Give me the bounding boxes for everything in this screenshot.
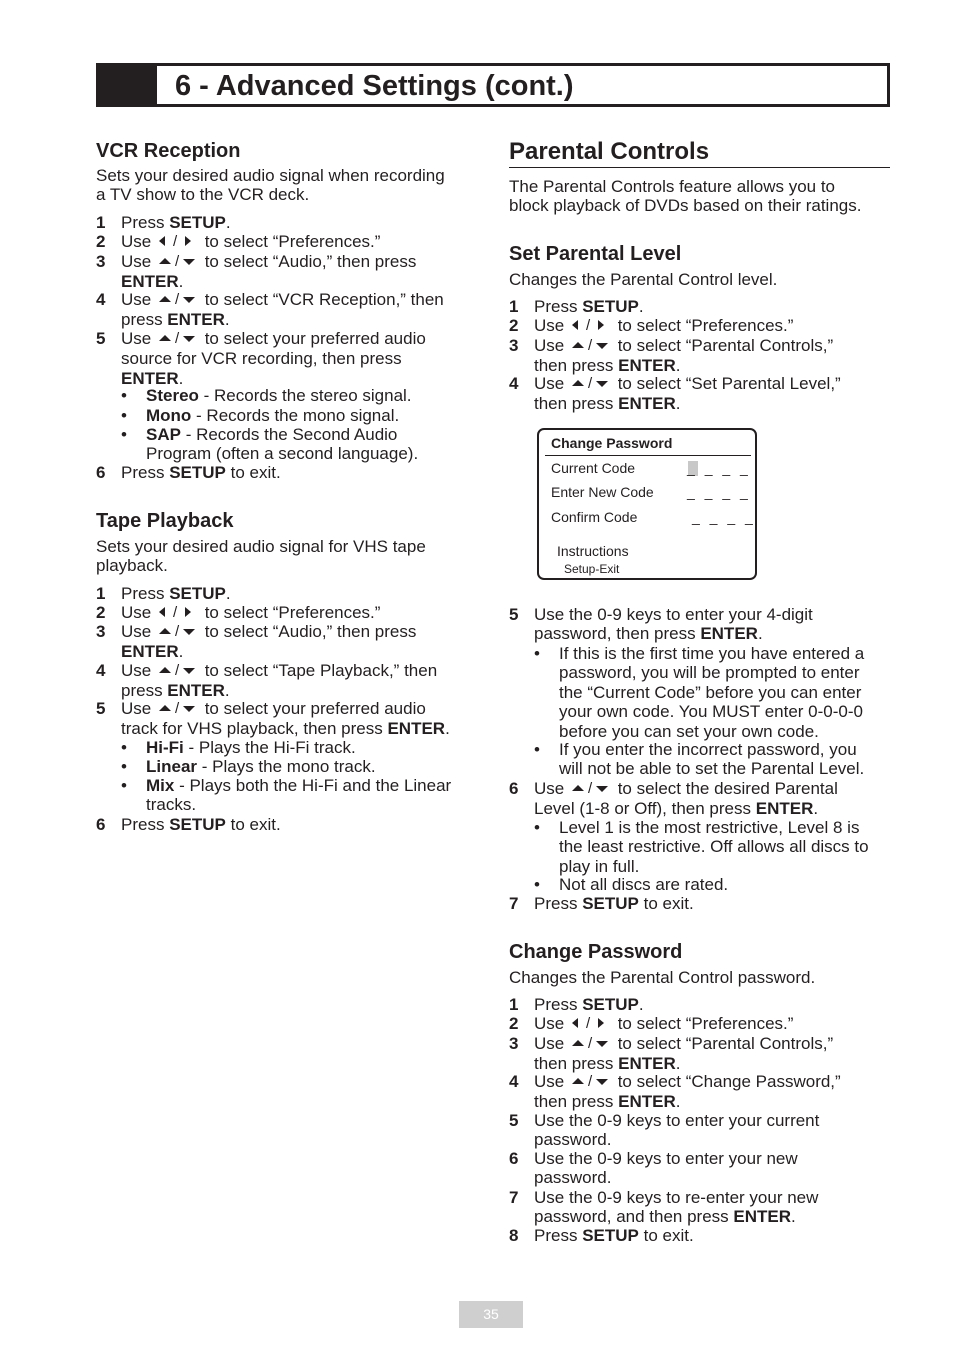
step-number: 4 <box>509 1072 519 1091</box>
step-text: Use <box>121 622 152 641</box>
step-text: . <box>225 584 231 603</box>
setup-key: SETUP <box>169 815 226 834</box>
up-down-arrows-icon <box>157 253 199 272</box>
new-code-placeholder: _ _ _ _ <box>687 484 751 500</box>
svg-text:/: / <box>585 1015 591 1030</box>
bullet-term: Hi-Fi <box>146 738 184 757</box>
step-text: then press <box>534 1054 619 1074</box>
set-parental-level-heading: Set Parental Level <box>509 243 682 265</box>
page-title: 6 - Advanced Settings (cont.) <box>175 70 574 102</box>
setup-key: SETUP <box>582 894 639 913</box>
step-text: then press <box>534 1092 619 1112</box>
bullet-dot: • <box>121 386 127 405</box>
bullet-dot: • <box>121 776 127 795</box>
step-number: 2 <box>509 316 519 335</box>
svg-text:/: / <box>587 337 593 352</box>
menu-setup-exit: Setup-Exit <box>564 562 620 576</box>
step-text: . <box>675 356 681 376</box>
tape-playback-heading: Tape Playback <box>96 510 234 532</box>
step-text: Press <box>534 297 583 316</box>
left-right-arrows-icon <box>570 1015 612 1034</box>
bullet-text: Level 1 is the most restrictive, Level 8 is <box>559 818 860 837</box>
step-number: 3 <box>96 622 106 641</box>
step-text: Press <box>121 815 170 834</box>
step-text: . <box>178 642 184 662</box>
enter-key: ENTER <box>167 681 225 701</box>
step-number: 1 <box>509 995 519 1014</box>
step-number: 6 <box>509 779 519 798</box>
menu-enter-new-code: Enter New Code <box>551 484 654 500</box>
step-text: to select “Preferences.” <box>617 1014 794 1033</box>
step-text: Use <box>121 290 152 309</box>
bullet-text: - Records the mono signal. <box>191 406 400 425</box>
step-text: . <box>791 1207 796 1227</box>
step-text: Use the 0-9 keys to enter your new <box>534 1149 798 1168</box>
step-text: to select the desired Parental <box>617 779 838 798</box>
header-block <box>99 66 157 104</box>
enter-key: ENTER <box>387 719 446 739</box>
bullet-dot: • <box>534 818 540 837</box>
parental-intro-line: block playback of DVDs based on their ratings. <box>509 196 862 216</box>
step-text: Use <box>121 329 152 348</box>
bullet-term: Mix <box>146 776 175 795</box>
menu-divider <box>545 455 751 456</box>
enter-key: ENTER <box>755 799 814 819</box>
enter-key: ENTER <box>733 1207 792 1227</box>
svg-text:/: / <box>174 700 180 715</box>
parental-intro <box>509 177 890 216</box>
bullet-text: - Records the Second Audio <box>180 425 398 444</box>
left-right-arrows-icon <box>570 317 612 336</box>
left-right-arrows-icon <box>157 604 199 623</box>
bullet-text: before you can set your own code. <box>559 721 819 741</box>
left-right-arrows-icon <box>157 233 199 252</box>
step-text: source for VCR recording, then press <box>121 349 402 369</box>
menu-instructions: Instructions <box>557 543 629 559</box>
step-text: then press <box>534 356 619 376</box>
svg-text:/: / <box>587 1035 593 1050</box>
step-text: track for VHS playback, then press <box>121 719 388 739</box>
step-text: to exit. <box>225 815 281 834</box>
change-password-menu <box>537 428 757 580</box>
enter-key: ENTER <box>618 1092 676 1112</box>
step-number: 7 <box>509 1188 519 1207</box>
svg-text:/: / <box>172 233 178 248</box>
vcr-reception-heading: VCR Reception <box>96 140 241 162</box>
step-text: . <box>178 272 184 292</box>
step-text: Use <box>121 603 152 622</box>
step-text: . <box>224 681 230 701</box>
step-text: . <box>445 719 450 739</box>
up-down-arrows-icon <box>157 330 199 349</box>
bullet-dot: • <box>121 757 127 776</box>
bullet-term: Linear <box>146 757 198 776</box>
setup-key: SETUP <box>582 1226 639 1245</box>
step-text: password. <box>534 1168 612 1188</box>
step-text: to exit. <box>225 463 281 482</box>
bullet-text: the least restrictive. Off allows all discs to <box>559 837 869 857</box>
tape-intro-line: Sets your desired audio signal for VHS tape <box>96 537 426 556</box>
step-text: to select “Preferences.” <box>617 316 794 335</box>
step-text: Use <box>534 336 565 355</box>
bullet-text: play in full. <box>559 856 640 876</box>
step-text: . <box>675 1054 681 1074</box>
step-text: password. <box>534 1130 612 1150</box>
current-code-placeholder: _ _ _ _ <box>687 460 751 476</box>
step-number: 3 <box>509 1034 519 1053</box>
step-text: to exit. <box>638 894 694 913</box>
vcr-intro-line: a TV show to the VCR deck. <box>96 185 310 205</box>
svg-text:/: / <box>587 1073 593 1088</box>
bullet-term: SAP <box>146 425 181 444</box>
bullet-text: - Plays the Hi-Fi track. <box>183 738 356 757</box>
step-text: Use <box>121 252 152 271</box>
enter-key: ENTER <box>618 356 676 376</box>
step-text: Use <box>121 232 152 251</box>
bullet-dot: • <box>534 644 540 663</box>
enter-key: ENTER <box>700 624 758 644</box>
up-down-arrows-icon <box>157 291 199 310</box>
bullet-dot: • <box>534 740 540 759</box>
tape-intro-line: playback. <box>96 556 168 576</box>
svg-text:/: / <box>585 317 591 332</box>
step-text: . <box>638 995 644 1014</box>
svg-text:/: / <box>174 662 180 677</box>
step-text: Use <box>534 779 565 798</box>
vcr-intro-line: Sets your desired audio signal when recording <box>96 166 445 185</box>
up-down-arrows-icon <box>570 780 612 799</box>
bullet-text: password, you will be prompted to enter <box>559 663 860 683</box>
menu-title: Change Password <box>551 435 673 451</box>
step-number: 4 <box>96 290 106 309</box>
vcr-intro <box>96 166 476 205</box>
setup-key: SETUP <box>582 297 639 316</box>
setup-key: SETUP <box>582 995 639 1014</box>
enter-key: ENTER <box>121 368 179 388</box>
step-text: to select “Audio,” then press <box>204 252 417 271</box>
svg-text:/: / <box>174 291 180 306</box>
section-header <box>96 63 890 107</box>
step-text: to select your preferred audio <box>204 329 426 348</box>
enter-key: ENTER <box>121 272 179 292</box>
svg-text:/: / <box>587 375 593 390</box>
step-number: 5 <box>509 1111 519 1130</box>
step-text: to select “Tape Playback,” then <box>204 661 438 680</box>
step-text: Use the 0-9 keys to re-enter your new <box>534 1188 819 1207</box>
step-number: 2 <box>509 1014 519 1033</box>
step-text: Use <box>121 699 152 718</box>
bullet-text: If you enter the incorrect password, you <box>559 740 857 759</box>
change-password-intro: Changes the Parental Control password. <box>509 968 816 987</box>
step-number: 6 <box>96 815 106 834</box>
step-text: Press <box>534 894 583 913</box>
up-down-arrows-icon <box>157 623 199 642</box>
step-text: then press <box>534 394 619 414</box>
bullet-term: Mono <box>146 406 192 425</box>
bullet-dot: • <box>121 738 127 757</box>
setup-key: SETUP <box>169 213 226 232</box>
svg-text:/: / <box>174 330 180 345</box>
step-text: press <box>121 681 168 701</box>
page-number: 35 <box>459 1301 523 1328</box>
setup-key: SETUP <box>169 584 226 603</box>
step-text: Use <box>534 1014 565 1033</box>
menu-confirm-code: Confirm Code <box>551 509 638 525</box>
step-text: Use <box>534 374 565 393</box>
step-text: to select “Change Password,” <box>617 1072 841 1091</box>
step-number: 4 <box>509 374 519 393</box>
step-text: . <box>178 368 184 388</box>
step-text: Use <box>534 316 565 335</box>
bullet-dot: • <box>121 425 127 444</box>
step-text: Use the 0-9 keys to enter your 4-digit <box>534 605 813 624</box>
step-text: . <box>638 297 644 316</box>
step-text: to exit. <box>638 1226 694 1245</box>
bullet-text: Not all discs are rated. <box>559 875 729 894</box>
step-text: . <box>757 624 763 644</box>
step-text: to select “Preferences.” <box>204 232 381 251</box>
step-text: . <box>675 1092 681 1112</box>
up-down-arrows-icon <box>570 337 612 356</box>
step-number: 6 <box>96 463 106 482</box>
up-down-arrows-icon <box>157 662 199 681</box>
step-text: to select “Set Parental Level,” <box>617 374 841 393</box>
enter-key: ENTER <box>618 1054 676 1074</box>
step-number: 4 <box>96 661 106 680</box>
change-password-heading: Change Password <box>509 941 683 963</box>
step-number: 3 <box>96 252 106 271</box>
step-text: . <box>813 799 819 819</box>
bullet-text: - Plays the mono track. <box>197 757 376 776</box>
step-text: Press <box>534 995 583 1014</box>
svg-text:/: / <box>174 253 180 268</box>
svg-text:/: / <box>172 604 178 619</box>
parental-controls-heading: Parental Controls <box>509 138 710 165</box>
step-text: to select your preferred audio <box>204 699 426 718</box>
parental-intro-line: The Parental Controls feature allows you to <box>509 177 836 196</box>
step-number: 7 <box>509 894 519 913</box>
step-number: 1 <box>96 584 106 603</box>
step-text: Use <box>534 1072 565 1091</box>
enter-key: ENTER <box>618 394 676 414</box>
up-down-arrows-icon <box>157 700 199 719</box>
bullet-text: Program (often a second language). <box>146 444 419 464</box>
enter-key: ENTER <box>167 310 225 330</box>
step-number: 2 <box>96 232 106 251</box>
step-text: Level (1-8 or Off), then press <box>534 799 756 819</box>
bullet-text: - Plays both the Hi-Fi and the Linear <box>174 776 452 795</box>
step-number: 8 <box>509 1226 519 1245</box>
menu-current-code: Current Code <box>551 460 636 476</box>
step-text: to select “Parental Controls,” <box>617 336 834 355</box>
step-text: . <box>225 213 231 232</box>
step-text: Use the 0-9 keys to enter your current <box>534 1111 820 1130</box>
step-text: Press <box>121 213 170 232</box>
step-text: . <box>224 310 230 330</box>
step-text: Press <box>534 1226 583 1245</box>
bullet-text: If this is the first time you have entered a <box>559 644 865 663</box>
bullet-text: - Records the stereo signal. <box>198 386 412 405</box>
bullet-text: tracks. <box>146 795 197 815</box>
step-number: 5 <box>96 699 106 718</box>
step-number: 2 <box>96 603 106 622</box>
up-down-arrows-icon <box>570 1035 612 1054</box>
bullet-text: the “Current Code” before you can enter <box>559 682 862 702</box>
up-down-arrows-icon <box>570 1073 612 1092</box>
bullet-text: your own code. You MUST enter 0-0-0-0 <box>559 702 863 722</box>
bullet-dot: • <box>121 406 127 425</box>
step-number: 5 <box>96 329 106 348</box>
step-text: Use <box>121 661 152 680</box>
step-number: 6 <box>509 1149 519 1168</box>
step-text: to select “VCR Reception,” then <box>204 290 444 309</box>
step-text: to select “Parental Controls,” <box>617 1034 834 1053</box>
step-number: 5 <box>509 605 519 624</box>
step-text: password, and then press <box>534 1207 734 1227</box>
step-text: press <box>121 310 168 330</box>
svg-text:/: / <box>587 780 593 795</box>
step-text: to select “Audio,” then press <box>204 622 417 641</box>
step-number: 3 <box>509 336 519 355</box>
step-text: to select “Preferences.” <box>204 603 381 622</box>
bullet-term: Stereo <box>146 386 199 405</box>
step-text: password, then press <box>534 624 701 644</box>
step-number: 1 <box>509 297 519 316</box>
bullet-text: will not be able to set the Parental Level. <box>559 759 865 779</box>
set-level-intro: Changes the Parental Control level. <box>509 270 778 289</box>
heading-rule <box>509 167 890 168</box>
svg-text:/: / <box>174 623 180 638</box>
bullet-dot: • <box>534 875 540 894</box>
step-text: Press <box>121 463 170 482</box>
code-dashes: _ _ _ <box>704 460 751 476</box>
step-number: 1 <box>96 213 106 232</box>
up-down-arrows-icon <box>570 375 612 394</box>
confirm-code-placeholder: _ _ _ _ <box>692 509 756 525</box>
step-text: Use <box>534 1034 565 1053</box>
enter-key: ENTER <box>121 642 179 662</box>
tape-intro <box>96 537 476 576</box>
step-text: Press <box>121 584 170 603</box>
step-text: . <box>675 394 681 414</box>
setup-key: SETUP <box>169 463 226 482</box>
